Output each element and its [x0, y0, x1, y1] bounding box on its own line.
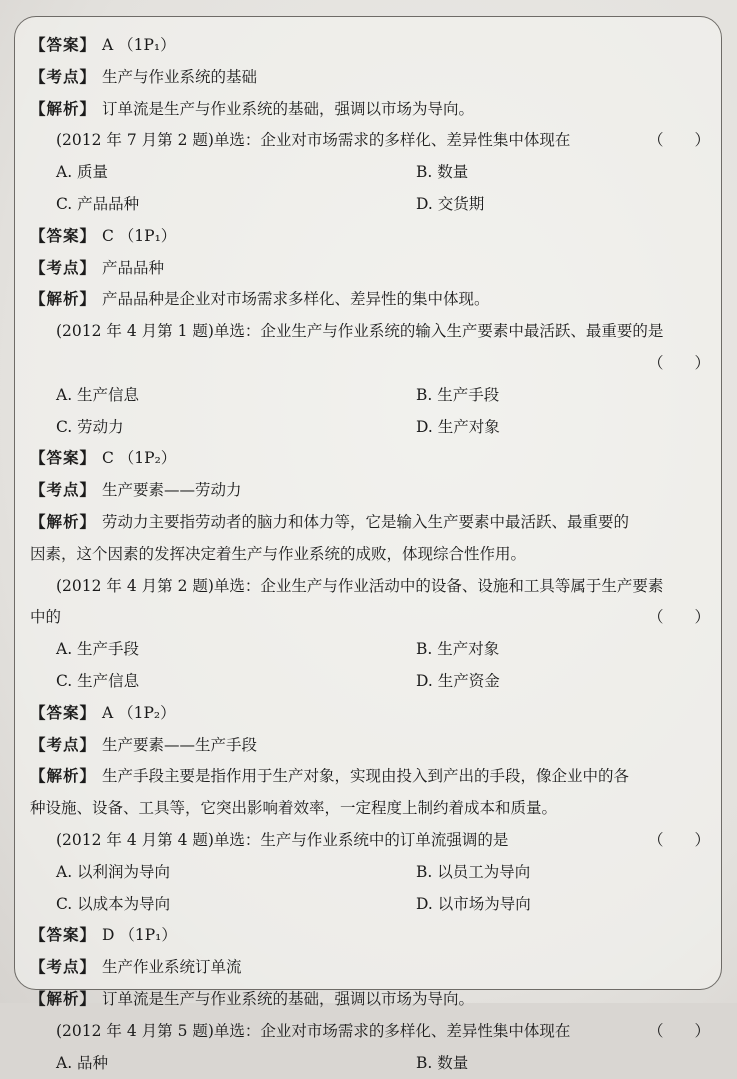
answer-blank: （ ）: [648, 125, 710, 157]
explain-line: [30, 284, 710, 316]
answer-label: 【答案】: [30, 449, 96, 467]
options-line: [30, 189, 710, 221]
explain-label: 【解析】: [30, 100, 96, 118]
question-text: (2012 年 4 月第 5 题)单选：企业对市场需求的多样化、差异性集中体现在: [56, 1022, 570, 1040]
answer-text: C （1P₁）: [102, 227, 176, 245]
options-line: [30, 1048, 710, 1079]
point-line: [30, 253, 710, 285]
option-right: B. 生产手段: [416, 380, 499, 412]
point-text: 生产与作业系统的基础: [102, 68, 257, 86]
option-left: A. 质量: [56, 157, 108, 189]
continuation-line: [30, 602, 710, 634]
answer-line: [30, 30, 710, 62]
question-line: [30, 571, 710, 603]
options-line: [30, 666, 710, 698]
option-right: D. 交货期: [416, 189, 484, 221]
question-line: [30, 825, 710, 857]
point-text: 产品品种: [102, 259, 164, 277]
continuation-line: [30, 539, 710, 571]
option-right: D. 以市场为导向: [416, 889, 531, 921]
explain-label: 【解析】: [30, 767, 96, 785]
point-label: 【考点】: [30, 958, 96, 976]
answer-label: 【答案】: [30, 704, 96, 722]
options-line: [30, 380, 710, 412]
point-line: [30, 952, 710, 984]
question-text: (2012 年 4 月第 2 题)单选：企业生产与作业活动中的设备、设施和工具等属于生产要素: [56, 577, 663, 595]
option-left: A. 生产信息: [56, 380, 139, 412]
options-line: [30, 889, 710, 921]
continuation-text: 种设施、设备、工具等，它突出影响着效率，一定程度上制约着成本和质量。: [30, 799, 557, 817]
answer-line: [30, 443, 710, 475]
explain-line: [30, 94, 710, 126]
question-line: [30, 125, 710, 157]
option-left: C. 以成本为导向: [56, 889, 170, 921]
explain-line: [30, 507, 710, 539]
answer-blank: （ ）: [648, 348, 710, 380]
explain-text: 产品品种是企业对市场需求多样化、差异性的集中体现。: [102, 290, 490, 308]
option-right: B. 生产对象: [416, 634, 499, 666]
option-left: C. 劳动力: [56, 412, 124, 444]
point-line: [30, 62, 710, 94]
answer-line: [30, 920, 710, 952]
options-line: [30, 412, 710, 444]
continuation-text: 因素，这个因素的发挥决定着生产与作业系统的成败，体现综合性作用。: [30, 545, 526, 563]
explain-label: 【解析】: [30, 290, 96, 308]
answer-text: A （1P₂）: [102, 704, 176, 722]
explain-text: 生产手段主要是指作用于生产对象，实现由投入到产出的手段，像企业中的各: [102, 767, 629, 785]
answer-line: [30, 221, 710, 253]
explain-label: 【解析】: [30, 990, 96, 1008]
continuation-text: 中的: [30, 608, 61, 626]
options-line: [30, 634, 710, 666]
answer-label: 【答案】: [30, 227, 96, 245]
answer-text: D （1P₁）: [102, 926, 177, 944]
answer-label: 【答案】: [30, 36, 96, 54]
option-left: A. 以利润为导向: [56, 857, 170, 889]
answer-line: [30, 698, 710, 730]
answer-blank: （ ）: [648, 825, 710, 857]
explain-text: 订单流是生产与作业系统的基础，强调以市场为导向。: [102, 990, 474, 1008]
point-label: 【考点】: [30, 68, 96, 86]
point-label: 【考点】: [30, 259, 96, 277]
option-right: B. 以员工为导向: [416, 857, 530, 889]
answer-label: 【答案】: [30, 926, 96, 944]
option-left: A. 生产手段: [56, 634, 139, 666]
question-text: (2012 年 4 月第 1 题)单选：企业生产与作业系统的输入生产要素中最活跃、最重要的是: [56, 322, 663, 340]
options-line: [30, 857, 710, 889]
answer-text: C （1P₂）: [102, 449, 176, 467]
explain-label: 【解析】: [30, 513, 96, 531]
option-right: B. 数量: [416, 1048, 468, 1079]
point-line: [30, 475, 710, 507]
point-text: 生产要素——劳动力: [102, 481, 242, 499]
point-label: 【考点】: [30, 481, 96, 499]
explain-line: [30, 761, 710, 793]
options-line: [30, 157, 710, 189]
option-right: D. 生产资金: [416, 666, 500, 698]
option-left: A. 品种: [56, 1048, 108, 1079]
answer-blank: （ ）: [648, 602, 710, 634]
point-text: 生产要素——生产手段: [102, 736, 257, 754]
question-line: [30, 1016, 710, 1048]
explain-line: [30, 984, 710, 1016]
option-left: C. 产品品种: [56, 189, 139, 221]
point-label: 【考点】: [30, 736, 96, 754]
answer-blank-line: [30, 348, 710, 380]
question-text: (2012 年 7 月第 2 题)单选：企业对市场需求的多样化、差异性集中体现在: [56, 131, 570, 149]
explain-text: 劳动力主要指劳动者的脑力和体力等，它是输入生产要素中最活跃、最重要的: [102, 513, 629, 531]
document-content: [30, 30, 710, 1079]
continuation-line: [30, 793, 710, 825]
question-text: (2012 年 4 月第 4 题)单选：生产与作业系统中的订单流强调的是: [56, 831, 508, 849]
answer-blank: （ ）: [648, 1016, 710, 1048]
point-text: 生产作业系统订单流: [102, 958, 242, 976]
option-right: B. 数量: [416, 157, 468, 189]
option-left: C. 生产信息: [56, 666, 139, 698]
point-line: [30, 730, 710, 762]
explain-text: 订单流是生产与作业系统的基础，强调以市场为导向。: [102, 100, 474, 118]
question-line: [30, 316, 710, 348]
option-right: D. 生产对象: [416, 412, 500, 444]
answer-text: A （1P₁）: [102, 36, 176, 54]
